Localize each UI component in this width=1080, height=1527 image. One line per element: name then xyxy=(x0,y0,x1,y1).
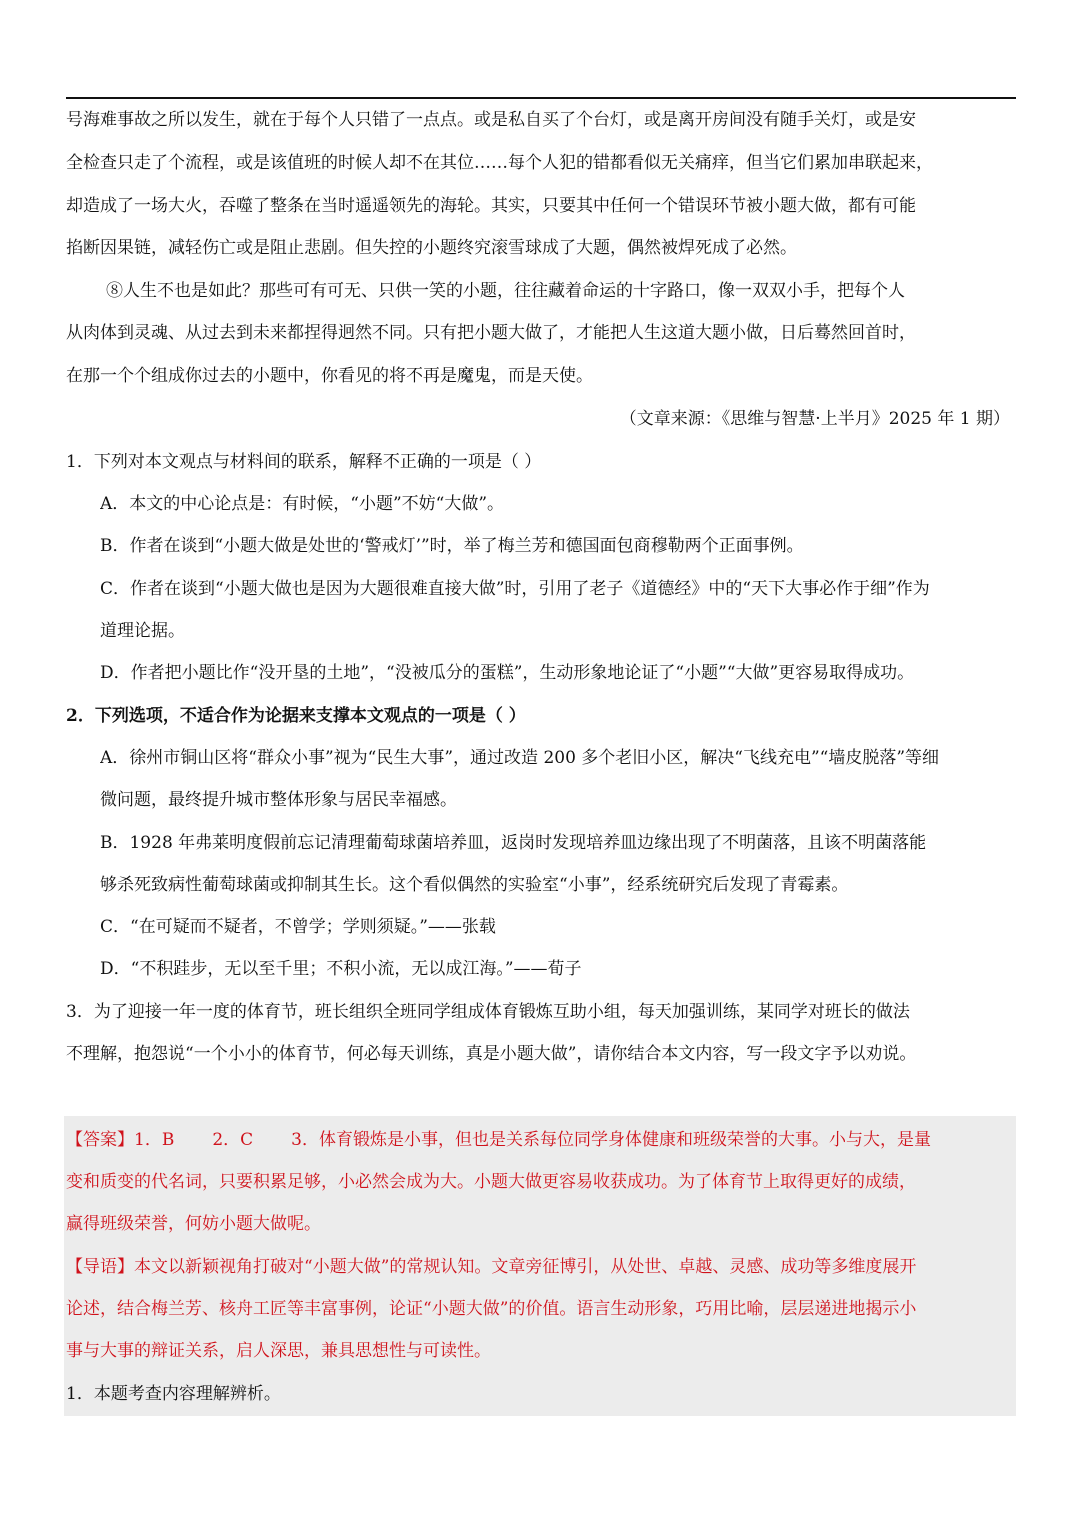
answer-3-cont: 变和质变的代名词，只要积累足够，小必然会成为大。小题大做更容易收获成功。为了体育节上取得更好的成绩， xyxy=(66,1172,916,1192)
question-2-option-b-cont: 够杀死致病性葡萄球菌或抑制其生长。这个看似偶然的实验室“小事”，经系统研究后发现了青霉素。 xyxy=(100,875,849,895)
answer-3-cont: 赢得班级荣誉，何妨小题大做呢。 xyxy=(66,1214,321,1234)
article-source: （文章来源：《思维与智慧·上半月》2025 年 1 期） xyxy=(619,409,1010,429)
guide-line xyxy=(66,1256,1016,1278)
answer-2: 2．C xyxy=(212,1130,254,1150)
analysis-line: 1．本题考查内容理解辨析。 xyxy=(66,1384,281,1404)
guide-line: 论述，结合梅兰芳、核舟工匠等丰富事例，论证“小题大做”的价值。语言生动形象，巧用比喻，层层递进地揭示小 xyxy=(66,1299,917,1319)
question-2-option-a-cont: 微问题，最终提升城市整体形象与居民幸福感。 xyxy=(100,790,457,810)
question-2-option-c: C．“在可疑而不疑者，不曾学；学则须疑。”——张载 xyxy=(100,917,496,937)
guide-line: 事与大事的辩证关系，启人深思，兼具思想性与可读性。 xyxy=(66,1341,491,1361)
passage-line: 号海难事故之所以发生，就在于每个人只错了一点点。或是私自买了个台灯，或是离开房间没有随手关灯，或是安 xyxy=(66,110,916,130)
question-1-option-c-cont: 道理论据。 xyxy=(100,621,185,641)
guide-text: 本文以新颖视角打破对“小题大做”的常规认知。文章旁征博引，从处世、卓越、灵感、成功等多维度展开 xyxy=(134,1257,917,1277)
question-1-option-b: B．作者在谈到“小题大做是处世的‘警戒灯’”时，举了梅兰芳和德国面包商穆勒两个正面事例。 xyxy=(100,536,804,556)
question-1-option-c: C．作者在谈到“小题大做也是因为大题很难直接大做”时，引用了老子《道德经》中的“天下大事必作于细”作为 xyxy=(100,579,930,599)
answer-3: 3．体育锻炼是小事，但也是关系每位同学身体健康和班级荣誉的大事。小与大，是量 xyxy=(291,1130,931,1150)
passage-line: ⑧人生不也是如此？那些可有可无、只供一笑的小题，往往藏着命运的十字路口，像一双双小手，把每个人 xyxy=(106,281,905,301)
passage-line: 从肉体到灵魂、从过去到未来都捏得迥然不同。只有把小题大做了，才能把人生这道大题小做，日后蓦然回首时， xyxy=(66,323,916,343)
header-rule xyxy=(66,97,1016,99)
question-3-line: 3．为了迎接一年一度的体育节，班长组织全班同学组成体育锻炼互助小组，每天加强训练，某同学对班长的做法 xyxy=(66,1002,910,1022)
passage-line: 在那一个个组成你过去的小题中，你看见的将不再是魔鬼，而是天使。 xyxy=(66,366,593,386)
passage-line: 却造成了一场大火，吞噬了整条在当时遥遥领先的海轮。其实，只要其中任何一个错误环节被小题大做，都有可能 xyxy=(66,196,916,216)
question-2-option-a: A．徐州市铜山区将“群众小事”视为“民生大事”，通过改造 200 多个老旧小区，解决“飞线充电”“墙皮脱落”等细 xyxy=(100,748,940,768)
answer-1: 1．B xyxy=(134,1130,175,1150)
answer-line xyxy=(66,1129,1016,1151)
answer-tag: 【答案】 xyxy=(66,1130,134,1150)
question-3-line: 不理解，抱怨说“一个小小的体育节，何必每天训练，真是小题大做”，请你结合本文内容，写一段文字予以劝说。 xyxy=(66,1044,917,1064)
question-2-stem: 2．下列选项，不适合作为论据来支撑本文观点的一项是（ ） xyxy=(66,706,526,726)
guide-tag: 【导语】 xyxy=(66,1257,134,1277)
question-1-option-a: A．本文的中心论点是：有时候，“小题”不妨“大做”。 xyxy=(100,494,505,514)
question-1-option-d: D．作者把小题比作“没开垦的土地”，“没被瓜分的蛋糕”，生动形象地论证了“小题”“大做”更容易取得成功。 xyxy=(100,663,915,683)
question-1-stem: 1．下列对本文观点与材料间的联系，解释不正确的一项是（ ） xyxy=(66,452,542,472)
passage-line: 掐断因果链，减轻伤亡或是阻止悲剧。但失控的小题终究滚雪球成了大题，偶然被焊死成了必然。 xyxy=(66,238,797,258)
question-2-option-b: B．1928 年弗莱明度假前忘记清理葡萄球菌培养皿，返岗时发现培养皿边缘出现了不明菌落，且该不明菌落能 xyxy=(100,833,927,853)
question-2-option-d: D．“不积跬步，无以至千里；不积小流，无以成江海。”——荀子 xyxy=(100,959,582,979)
passage-line: 全检查只走了个流程，或是该值班的时候人却不在其位……每个人犯的错都看似无关痛痒，但当它们累加串联起来， xyxy=(66,153,933,173)
